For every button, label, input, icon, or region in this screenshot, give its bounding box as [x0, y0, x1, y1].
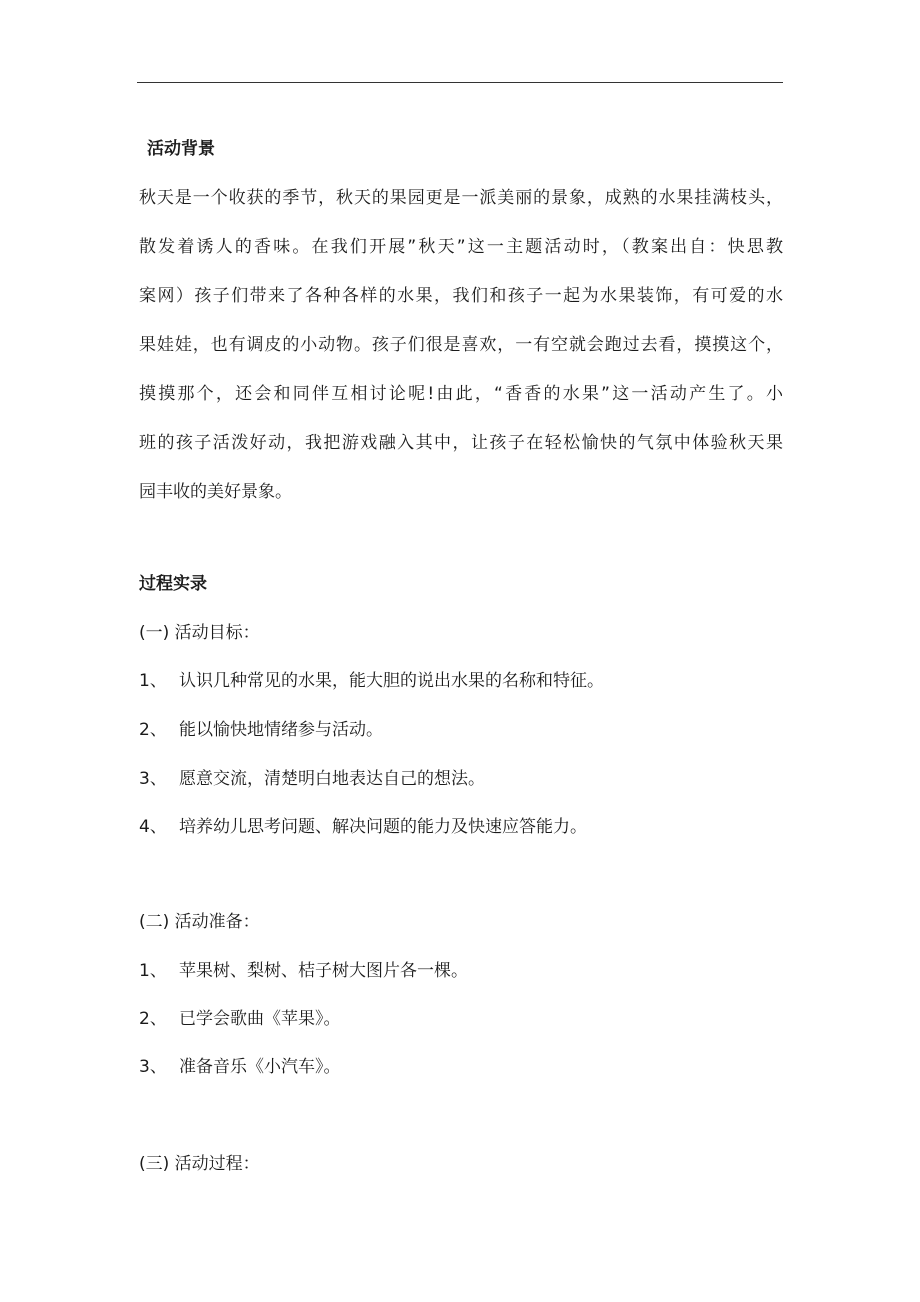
process-heading: 过程实录 [139, 574, 207, 594]
goal-item-number: 1、 [139, 671, 167, 691]
preparation-title: (二) 活动准备： [139, 912, 260, 932]
goal-item [139, 718, 383, 742]
preparation-item [139, 1055, 341, 1079]
preparation-item-text: 苹果树、梨树、桔子树大图片各一棵。 [179, 961, 468, 981]
goal-item-text: 认识几种常见的水果，能大胆的说出水果的名称和特征。 [179, 671, 604, 691]
goal-item-number: 2、 [139, 720, 167, 740]
preparation-item-number: 3、 [139, 1057, 167, 1077]
goal-item-number: 4、 [139, 817, 167, 837]
goal-item [139, 767, 485, 791]
background-line-4: 果娃娃，也有调皮的小动物。孩子们很是喜欢，一有空就会跑过去看，摸摸这个， [139, 335, 783, 355]
background-line-5: 摸摸那个，还会和同伴互相讨论呢!由此，“香香的水果”这一活动产生了。小 [139, 384, 783, 404]
goal-item-number: 3、 [139, 769, 167, 789]
goal-item-text: 能以愉快地情绪参与活动。 [179, 720, 383, 740]
header-rule [137, 82, 783, 83]
background-line-6: 班的孩子活泼好动，我把游戏融入其中，让孩子在轻松愉快的气氛中体验秋天果 [139, 433, 783, 453]
procedure-title: (三) 活动过程： [139, 1154, 260, 1174]
preparation-item-number: 1、 [139, 961, 167, 981]
preparation-item-text: 准备音乐《小汽车》。 [179, 1057, 341, 1077]
background-line-7: 园丰收的美好景象。 [139, 482, 292, 502]
background-heading: 活动背景 [147, 139, 215, 159]
goal-item [139, 669, 604, 693]
preparation-item [139, 959, 468, 983]
preparation-item [139, 1007, 341, 1031]
preparation-item-text: 已学会歌曲《苹果》。 [179, 1009, 341, 1029]
goal-item-text: 愿意交流，清楚明白地表达自己的想法。 [179, 769, 485, 789]
goal-item-text: 培养幼儿思考问题、解决问题的能力及快速应答能力。 [179, 817, 587, 837]
background-line-3: 案网）孩子们带来了各种各样的水果，我们和孩子一起为水果装饰，有可爱的水 [139, 286, 783, 306]
goals-title: (一) 活动目标： [139, 623, 260, 643]
background-line-2: 散发着诱人的香味。在我们开展”秋天”这一主题活动时，（教案出自：快思教 [139, 237, 783, 257]
preparation-item-number: 2、 [139, 1009, 167, 1029]
goal-item [139, 815, 587, 839]
background-line-1: 秋天是一个收获的季节，秋天的果园更是一派美丽的景象，成熟的水果挂满枝头， [139, 188, 783, 208]
